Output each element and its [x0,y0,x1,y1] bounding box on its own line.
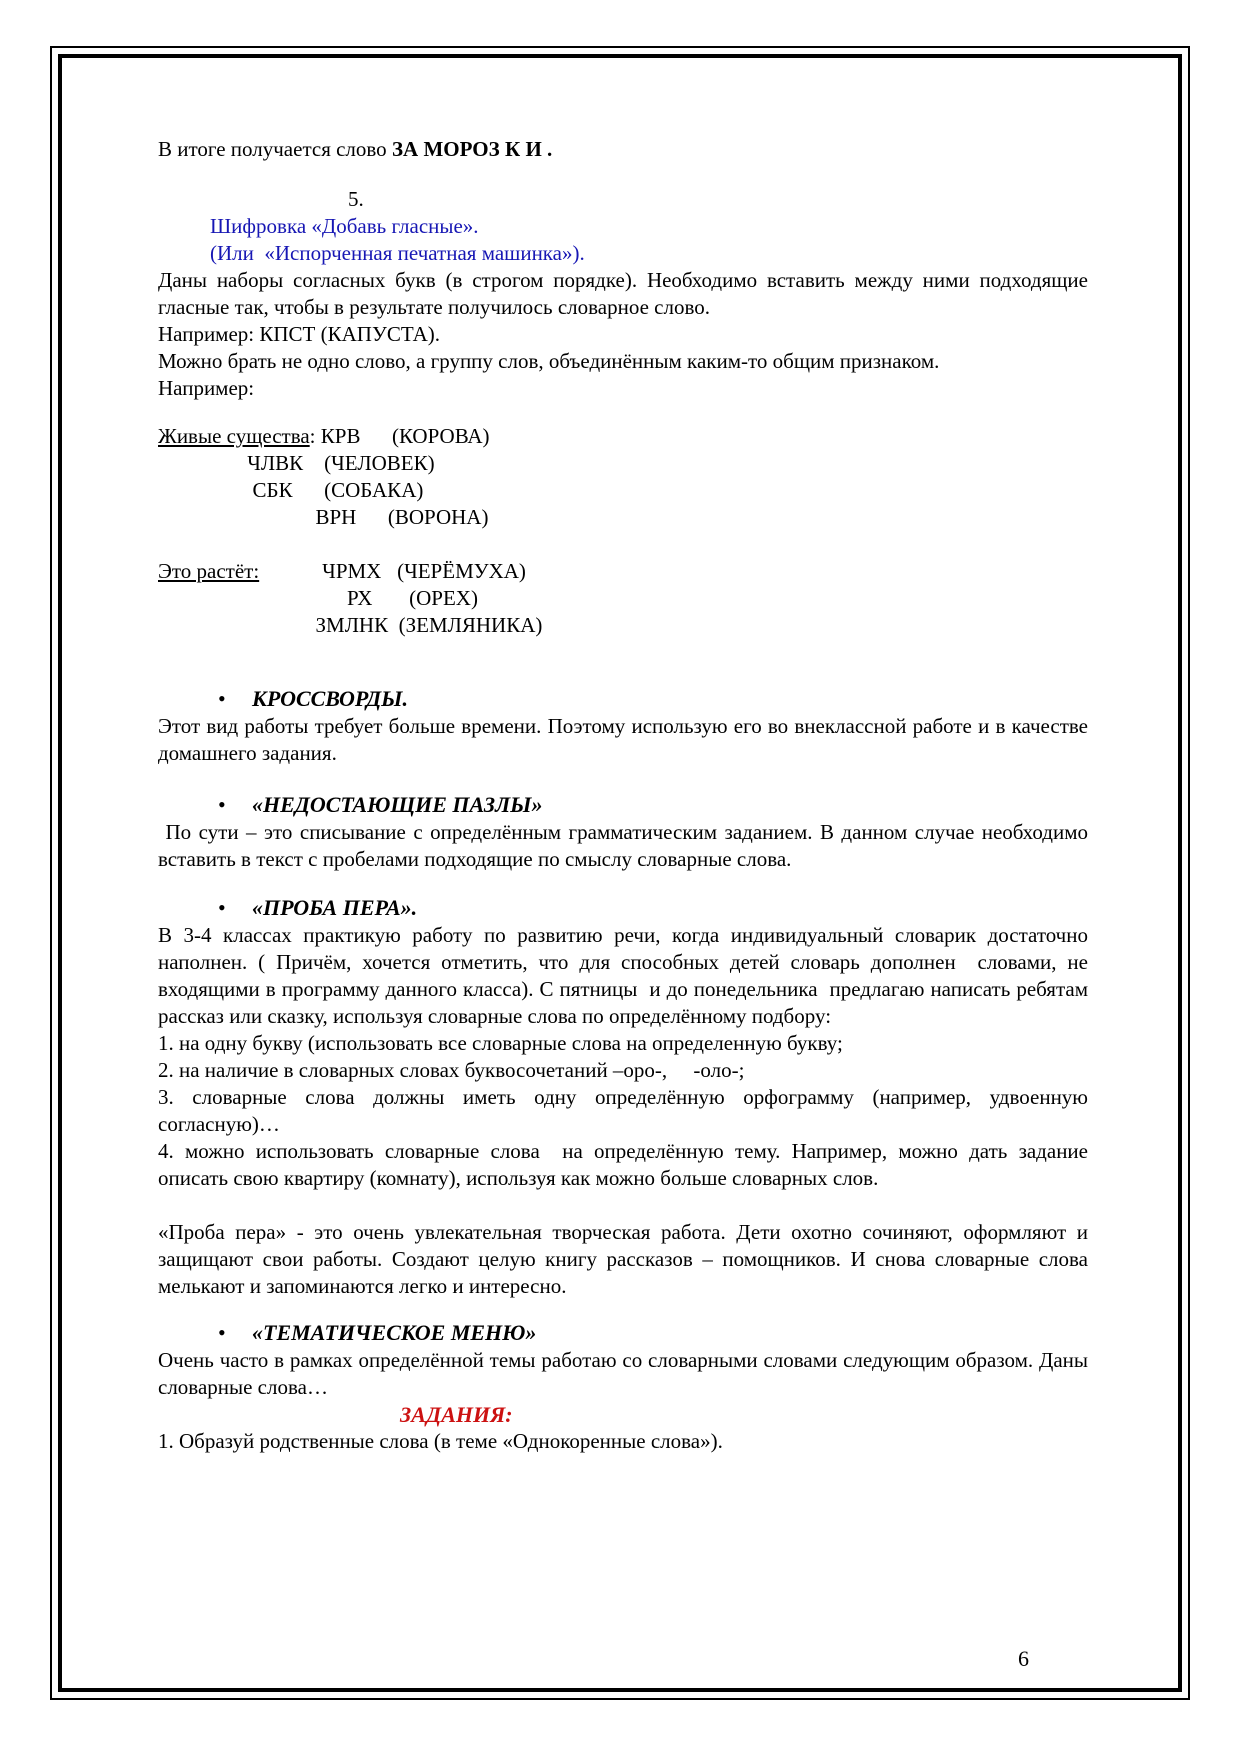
example-label: Например: [158,376,255,400]
paragraph-proba-closing: «Проба пера» - это очень увлекательная творческая работа. Дети охотно сочиняют, оформляют и защищают свои работы. Создают целую книгу рассказов – помощников. И снова словарные слова мелькают и запоминаются легко и интересно. [158,1220,1094,1298]
intro-answer-word: ЗА МОРОЗ К И . [391,137,553,161]
list-plants-row: ЗМЛНК (ЗЕМЛЯНИКА) [158,613,543,637]
list-plants [158,558,1088,639]
heading-crosswords-label: КРОССВОРДЫ. [252,686,408,711]
list-living-creatures [158,423,1088,531]
bullet-icon: • [218,1320,226,1345]
paragraph-group-words: Можно брать не одно слово, а группу слов, объединённым каким-то общим признаком. [158,349,940,373]
page-border-inner [58,54,1182,1692]
list-plants-row [158,558,1088,585]
list-living-row [158,423,1088,450]
list-living-row: СБК (СОБАКА) [158,478,424,502]
bullet-icon: • [218,792,226,817]
list-living-label: Живые существа [158,424,310,448]
paragraph-menu: Очень часто в рамках определённой темы работаю со словарными словами следующим образом. Даны словарные слова… [158,1348,1094,1399]
heading-menu-label: «ТЕМАТИЧЕСКОЕ МЕНЮ» [252,1320,537,1345]
tasks-label: ЗАДАНИЯ: [400,1402,513,1427]
list-plants-first-entry: ЧРМХ (ЧЕРЁМУХА) [259,559,526,583]
cipher-title: Шифровка «Добавь гласные». [210,214,479,238]
heading-crosswords [158,685,1088,713]
paragraph-proba-intro: В 3-4 классах практикую работу по развитию речи, когда индивидуальный словарик достаточно наполнен. ( Причём, хочется отметить, что для способных детей словарь дополнен словами, не входящими в программу данного класса). С пятницы и до понедельника предлагаю написать ребятам рассказ или сказку, используя словарные слова по определённому подбору: [158,923,1094,1028]
example-kpst: Например: КПСТ (КАПУСТА). [158,322,441,346]
list-plants-row: РХ (ОРЕХ) [158,586,478,610]
proba-item-1: 1. на одну букву (использовать все словарные слова на определенную букву; [158,1031,843,1055]
heading-proba [158,894,1088,922]
heading-puzzles [158,791,1088,819]
cipher-subtitle: (Или «Испорченная печатная машинка»). [210,241,585,265]
list-plants-label: Это растёт: [158,559,260,583]
proba-item-3: 3. словарные слова должны иметь одну определённую орфограмму (например, удвоенную согласную)… [158,1085,1094,1136]
page-number: 6 [1018,1646,1029,1671]
document-content [62,58,1178,1688]
section-number: 5. [348,187,364,211]
bullet-icon: • [218,686,226,711]
heading-puzzles-label: «НЕДОСТАЮЩИЕ ПАЗЛЫ» [252,792,543,817]
paragraph-consonant-sets: Даны наборы согласных букв (в строгом порядке). Необходимо вставить между ними подходящие гласные так, чтобы в результате получилось словарное слово. [158,268,1094,319]
list-living-first-entry: : КРВ (КОРОВА) [309,424,490,448]
heading-proba-label: «ПРОБА ПЕРА». [252,895,418,920]
proba-item-2: 2. на наличие в словарных словах буквосочетаний –оро-, -оло-; [158,1058,745,1082]
paragraph-crosswords: Этот вид работы требует больше времени. Поэтому использую его во внеклассной работе и в качестве домашнего задания. [158,714,1094,765]
intro-text: В итоге получается слово [158,137,392,161]
intro-line [158,136,1088,163]
list-living-row: ЧЛВК (ЧЕЛОВЕК) [158,451,435,475]
paragraph-puzzles: По сути – это списывание с определённым грамматическим заданием. В данном случае необходимо вставить в текст с пробелами подходящие по смыслу словарные слова. [158,820,1094,871]
proba-item-4: 4. можно использовать словарные слова на определённую тему. Например, можно дать задание описать свою квартиру (комнату), используя как можно больше словарных слов. [158,1139,1094,1190]
bullet-icon: • [218,895,226,920]
task-item-1: 1. Образуй родственные слова (в теме «Однокоренные слова»). [158,1429,723,1453]
heading-menu [158,1319,1088,1347]
list-living-row: ВРН (ВОРОНА) [158,505,489,529]
page-border-outer [50,46,1190,1700]
